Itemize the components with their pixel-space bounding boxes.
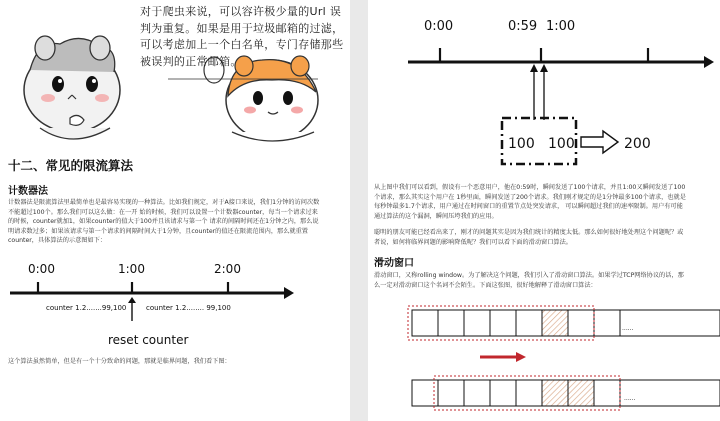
meme-line: 被误判的正常邮箱。 (140, 54, 242, 68)
paragraph-line: 明请求数过多；如果该请求与第一个请求的间隔时间大于1分钟，且counter的值还在限流范围内，那么就重置 (8, 227, 308, 235)
meme-caption (140, 4, 343, 70)
paragraph-line: 通过算法的这个漏洞，瞬间压垮我们的应用。 (374, 212, 498, 220)
precision-paragraph (374, 228, 720, 247)
timeline-label: 0:00 (28, 262, 55, 276)
paragraph-line: 聪明的朋友可能已经看出来了，刚才的问题其实是因为我们统计的精度太低。那么如何很好地处理这个问题呢？或 (374, 229, 684, 236)
timeline-arrowhead (704, 56, 714, 68)
meme-line: 对于爬虫来说，可以容许极少量的Url 误 (140, 5, 342, 18)
hatched-cell (568, 380, 594, 406)
paragraph-line: 么一定对滑动窗口这个名词不会陌生。下面这张图，很好地解释了滑动窗口算法： (374, 281, 597, 289)
meme-line: 可以考虑加上一个白名单，专门存储那些 (140, 38, 344, 51)
burst-count: 100 (548, 136, 575, 152)
window-row-top (408, 306, 720, 340)
paragraph-line: counter，具体算法的示意图如下： (8, 237, 107, 245)
request-arrowhead (540, 64, 548, 72)
total-requests: 200 (624, 136, 651, 152)
critical-paragraph (374, 183, 720, 221)
critical-problem-diagram (368, 0, 720, 180)
paragraph-line: 从上图中我们可以看到，假设有一个恶意用户，他在0:59时，瞬间发送了100个请求，并且1:00又瞬间发送了100 (374, 184, 686, 191)
bottom-text: 这个算法虽然简单，但是有一个十分致命的问题，那就是临界问题，我们看下图： (8, 358, 231, 365)
subsection-title: 滑动窗口 (374, 258, 414, 269)
timeline-arrowhead (284, 287, 294, 299)
request-arrowhead (530, 64, 538, 72)
grey-hamster-drawing (24, 36, 120, 139)
reset-counter-label: reset counter (108, 333, 189, 347)
total-arrow (581, 131, 618, 153)
paragraph-line: 者说，如何将临界问题的影响降低呢？我们可以看下面的滑动窗口算法。 (374, 238, 572, 246)
burst-count: 100 (508, 136, 535, 152)
paragraph-line: 的时候，counter就加1，如果counter的值大于100并且该请求与第一个 请求的间隔时间还在1分钟之内，那么说 (8, 218, 319, 226)
counter-label: counter 1.2........ 99,100 (146, 304, 231, 312)
subsection-title: 计数器法 (8, 186, 48, 197)
reset-arrowhead (128, 297, 136, 303)
section-title: 十二、常见的限流算法 (8, 158, 134, 173)
ellipsis: ...... (622, 325, 634, 332)
paragraph-line: 每秒钟最多1.7个请求，用户通过在时间窗口的重置节点处突发请求， 可以瞬间超过我们的速率限制。用户有可能 (374, 203, 683, 211)
timeline-label: 1:00 (546, 19, 576, 34)
paragraph-line: 不能超过100个。那么我们可以这么做：在一开 始的时候，我们可以设置一个计数器counter，每当一个请求过来 (8, 208, 318, 216)
sliding-window-paragraph (374, 271, 720, 290)
meme-line: 判为重复。如果是用于垃圾邮箱的过滤， (140, 21, 344, 35)
counter-label: counter 1.2.......99,100 (46, 304, 127, 312)
ellipsis: ...... (624, 395, 636, 402)
window-row-bottom (412, 376, 720, 410)
paragraph-line: 滑动窗口，又称rolling window。为了解决这个问题，我们引入了滑动窗口算法。如果学过TCP网络协议的话，那 (374, 272, 684, 279)
timeline-label: 2:00 (214, 262, 241, 276)
timeline-label: 0:00 (424, 19, 454, 34)
right-page (368, 0, 720, 421)
counter-paragraph (8, 198, 348, 246)
paragraph-line: 计数器法是限流算法里最简单也是最容易实现的一种算法。比如我们规定，对于A接口来说，我们1分钟的访问次数 (8, 199, 320, 206)
timeline-label: 1:00 (118, 262, 145, 276)
hatched-cell (542, 380, 568, 406)
hatched-cell (542, 310, 568, 336)
slide-arrowhead (516, 352, 526, 362)
sliding-window-diagram (368, 300, 720, 421)
timeline-label: 0:59 (508, 19, 538, 34)
left-page (0, 0, 350, 421)
paragraph-line: 个请求，那么其实这个用户在 1秒里面，瞬间发送了200个请求。我们刚才规定的是1分钟最多100个请求，也就是 (374, 193, 686, 201)
counter-timeline-diagram (0, 255, 350, 355)
